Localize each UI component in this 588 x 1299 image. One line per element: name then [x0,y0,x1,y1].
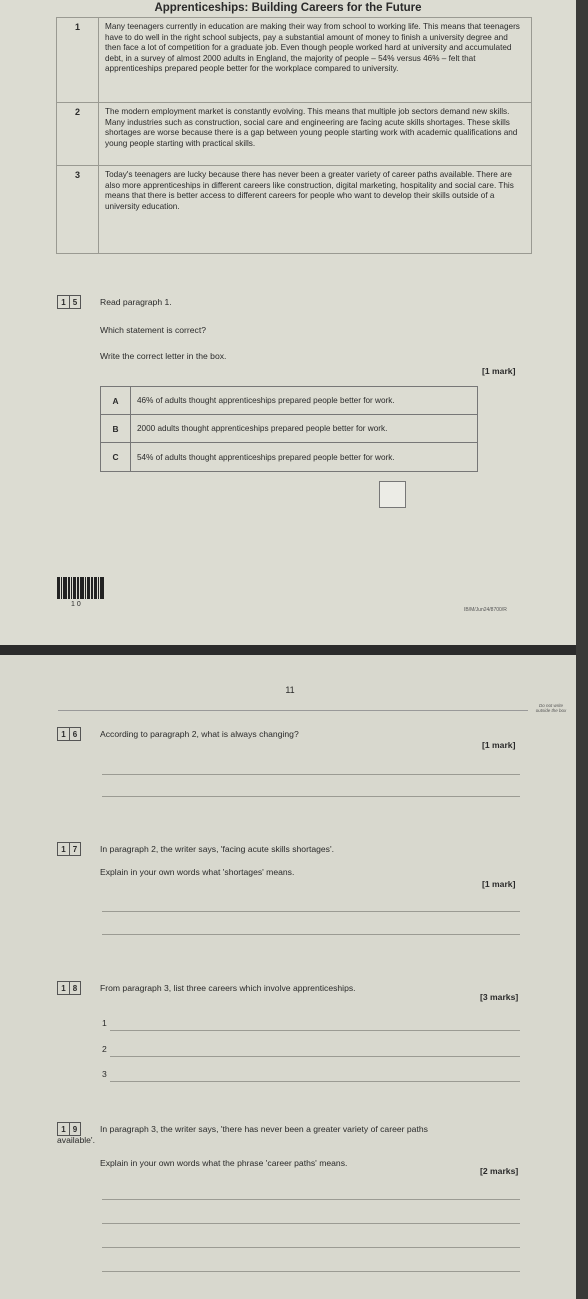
q16-marks: [1 mark] [482,740,516,750]
q16-text: According to paragraph 2, what is always changing? [100,729,299,739]
q17-explain: Explain in your own words what 'shortages' means. [100,867,295,877]
list-number: 1 [102,1018,107,1028]
q15-options-table [100,386,478,472]
answer-line[interactable] [102,774,520,775]
q17-text: In paragraph 2, the writer says, 'facing acute skills shortages'. [100,844,334,854]
scan-edge-shadow [576,0,588,1299]
answer-line[interactable] [102,1271,520,1272]
page-number-footer: 1 0 [71,601,81,608]
paragraph-number: 1 [57,18,99,102]
exam-page-11 [0,655,580,1299]
paper-code: IB/M/Jun24/8700/R [464,607,507,613]
source-title: Apprenticeships: Building Careers for the Future [154,2,422,14]
margin-note: Do not write outside the box [535,703,567,713]
exam-page-10 [0,0,576,645]
paragraph-number: 2 [57,103,99,165]
question-number-19: 1 9 [57,1122,81,1136]
answer-line[interactable] [102,934,520,935]
answer-line[interactable] [102,911,520,912]
option-text: 54% of adults thought apprenticeships prepared people better for work. [137,452,395,462]
option-text: 46% of adults thought apprenticeships prepared people better for work. [137,396,395,405]
option-row-b [101,415,477,443]
q15-question: Which statement is correct? [100,325,207,335]
q17-marks: [1 mark] [482,879,516,889]
q15-marks: [1 mark] [482,366,516,376]
question-number-18: 1 8 [57,981,81,995]
q19-explain: Explain in your own words what the phrase 'career paths' means. [100,1158,348,1168]
paragraph-row [57,103,531,166]
q19-marks: [2 marks] [480,1166,519,1176]
q15-direction: Write the correct letter in the box. [100,351,227,361]
option-row-c [101,443,477,471]
paragraph-row [57,166,531,253]
list-number: 3 [102,1069,107,1079]
paragraph-row [57,18,531,103]
barcode [57,577,105,599]
q19-text-line2: available'. [57,1135,95,1145]
answer-line[interactable] [102,796,520,797]
option-letter: A [101,387,131,414]
answer-line[interactable] [102,1223,520,1224]
source-text-table [56,17,532,254]
q18-text: From paragraph 3, list three careers which involve apprenticeships. [100,983,356,993]
answer-line[interactable] [102,1247,520,1248]
q15-answer-box[interactable] [379,481,406,508]
paragraph-text: Today's teenagers are lucky because there has never been a greater variety of career paths available. There are also more apprenticeships in different careers like construction, digital marketing, hospitality and social care. This means that there is better access to different careers for people who want to develop their skills outside of a university education. [105,170,514,211]
option-letter: C [101,443,131,471]
paragraph-text: The modern employment market is constantly evolving. This means that multiple job sectors demand new skills. Many industries such as construction, social care and engineering are facing acute skills shortages. These skills shortages are worse because there is a gap between young people starting work with academic qualifications and young people starting with practical skills. [105,107,518,148]
question-number-16: 1 6 [57,727,81,741]
option-letter: B [101,415,131,442]
page-number: 11 [285,685,295,695]
q19-text-line1: In paragraph 3, the writer says, 'there has never been a greater variety of career paths [100,1124,428,1134]
q15-instruction: Read paragraph 1. [100,297,172,307]
q18-marks: [3 marks] [480,992,519,1002]
question-number-17: 1 7 [57,842,81,856]
answer-line[interactable] [102,1199,520,1200]
option-text: 2000 adults thought apprenticeships prepared people better for work. [137,424,388,433]
divider [58,710,528,711]
paragraph-text: Many teenagers currently in education are making their way from school to working life. This means that teenagers have to do well in the right school subjects, pay a substantial amount of money to finish a university degree and then face a lot of competition for a graduate job. Even though people worked hard at university and accumulated debt, in a survey of almost 2000 adults in England, the majority of people – 54% versus 46% – felt that apprenticeships prepared people better for the workplace compared to university. [105,22,520,74]
question-number-15: 1 5 [57,295,81,309]
option-row-a [101,387,477,415]
answer-line[interactable] [110,1056,520,1057]
answer-line[interactable] [110,1030,520,1031]
list-number: 2 [102,1044,107,1054]
answer-line[interactable] [110,1081,520,1082]
paragraph-number: 3 [57,166,99,253]
